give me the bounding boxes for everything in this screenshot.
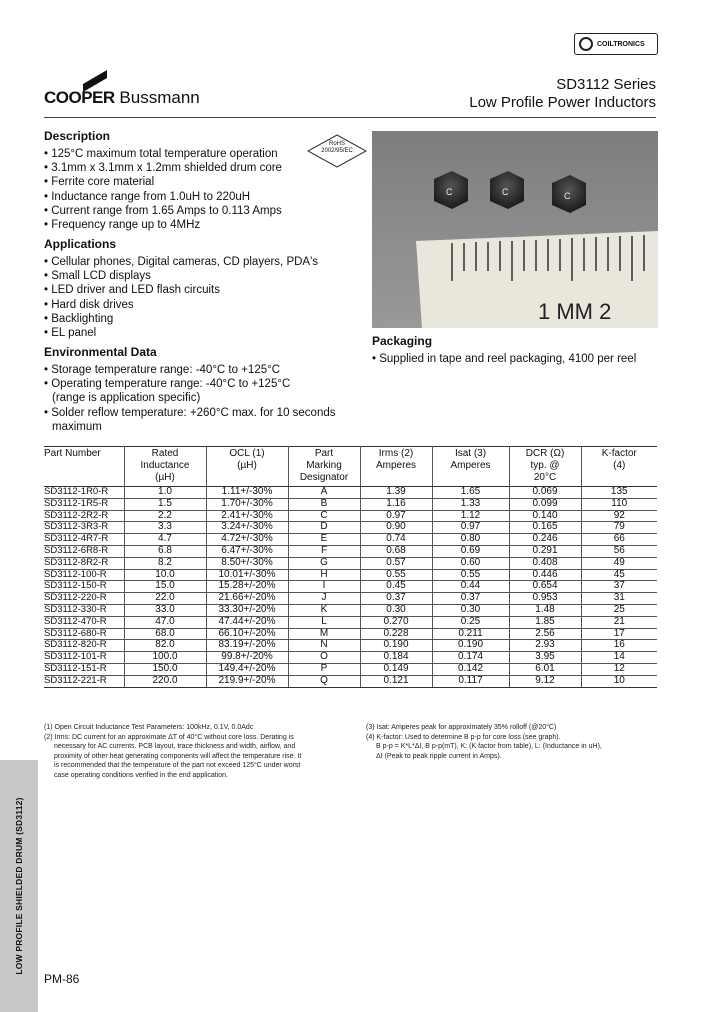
table-row (44, 616, 657, 628)
table-cell: 3.24+/-30% (206, 522, 288, 534)
table-cell: 1.5 (124, 498, 206, 510)
header-line: typ. @ (530, 460, 560, 471)
header-line: Amperes (375, 460, 416, 471)
table-cell: 0.446 (509, 569, 581, 581)
table-cell: 0.60 (432, 557, 509, 569)
header-line: Amperes (450, 460, 491, 471)
list-item: • Frequency range up to 4MHz (44, 218, 364, 232)
table-row (44, 593, 657, 605)
page-number: PM-86 (44, 972, 80, 986)
table-header-cell (44, 447, 124, 487)
table-row (44, 487, 657, 499)
table-cell: L (288, 616, 360, 628)
table-cell: 49 (581, 557, 657, 569)
table-cell: SD3112-4R7-R (44, 534, 124, 546)
inductor-1-icon (434, 171, 468, 209)
table-cell: 0.246 (509, 534, 581, 546)
table-header-cell (432, 447, 509, 487)
list-item-continuation: maximum (52, 420, 102, 433)
table-cell: 3.95 (509, 652, 581, 664)
table-row (44, 522, 657, 534)
table-cell: 0.25 (432, 616, 509, 628)
table-cell: 47.0 (124, 616, 206, 628)
table-row (44, 498, 657, 510)
note-line: (1) Open Circuit Inductance Test Parameters: 100kHz, 0.1V, 0.0Adc (44, 724, 254, 731)
table-cell: 1.48 (509, 604, 581, 616)
table-cell: G (288, 557, 360, 569)
table-cell: 0.069 (509, 487, 581, 499)
table-cell: SD3112-1R0-R (44, 487, 124, 499)
table-cell: 25 (581, 604, 657, 616)
table-cell: I (288, 581, 360, 593)
table-cell: 9.12 (509, 675, 581, 687)
brand-name (44, 89, 200, 107)
note-line: ΔI (Peak to peak ripple current in Amps). (376, 752, 502, 760)
header-line: K-factor (601, 448, 637, 459)
table-cell: 14 (581, 652, 657, 664)
table-row (44, 640, 657, 652)
table-cell: 68.0 (124, 628, 206, 640)
list-item-continuation: (range is application specific) (52, 392, 201, 405)
table-cell: 16 (581, 640, 657, 652)
table-cell: 79 (581, 522, 657, 534)
table-cell: F (288, 545, 360, 557)
table-row (44, 545, 657, 557)
table-cell: SD3112-1R5-R (44, 498, 124, 510)
list-item: • Storage temperature range: -40°C to +125°C (44, 363, 364, 377)
table-cell: 0.099 (509, 498, 581, 510)
svg-text:C: C (564, 191, 571, 201)
coiltronics-c-icon (579, 37, 593, 51)
table-cell: B (288, 498, 360, 510)
table-cell: 33.30+/-20% (206, 604, 288, 616)
table-cell: 1.0 (124, 487, 206, 499)
list-item: • Small LCD displays (44, 269, 364, 283)
rohs-line2: 2002/95/EC (321, 148, 353, 154)
table-cell: 0.190 (432, 640, 509, 652)
table-cell: 3.3 (124, 522, 206, 534)
table-cell: 0.165 (509, 522, 581, 534)
list-item: • Inductance range from 1.0uH to 220uH (44, 190, 364, 204)
table-row (44, 534, 657, 546)
product-subtitle: Low Profile Power Inductors (469, 94, 656, 111)
table-cell: 4.7 (124, 534, 206, 546)
note-line: (2) Irms: DC current for an approximate ΔT of 40°C without core loss. Derating is (44, 733, 294, 741)
table-cell: 0.37 (432, 593, 509, 605)
table-cell: 0.142 (432, 663, 509, 675)
table-cell: 21.66+/-20% (206, 593, 288, 605)
environmental-list (44, 363, 364, 434)
table-cell: 0.149 (360, 663, 432, 675)
table-cell: 0.90 (360, 522, 432, 534)
table-cell: H (288, 569, 360, 581)
list-item: • Ferrite core material (44, 175, 364, 189)
category-sidebar-label: LOW PROFILE SHIELDED DRUM (SD3112) (14, 797, 24, 975)
table-cell: 0.68 (360, 545, 432, 557)
list-item: • Backlighting (44, 312, 364, 326)
table-cell: 0.97 (360, 510, 432, 522)
table-row (44, 663, 657, 675)
table-cell: Q (288, 675, 360, 687)
table-cell: 66.10+/-20% (206, 628, 288, 640)
table-cell: 2.56 (509, 628, 581, 640)
table-cell: 0.55 (432, 569, 509, 581)
table-cell: K (288, 604, 360, 616)
table-cell: 0.211 (432, 628, 509, 640)
table-header-cell (509, 447, 581, 487)
description-section (44, 129, 364, 232)
table-cell: SD3112-820-R (44, 640, 124, 652)
table-cell: 83.19+/-20% (206, 640, 288, 652)
table-cell: 100.0 (124, 652, 206, 664)
table-cell: SD3112-101-R (44, 652, 124, 664)
table-cell: 22.0 (124, 593, 206, 605)
table-cell: 1.12 (432, 510, 509, 522)
table-cell: 0.654 (509, 581, 581, 593)
table-cell: 150.0 (124, 663, 206, 675)
table-cell: 12 (581, 663, 657, 675)
table-cell: 110 (581, 498, 657, 510)
table-cell: O (288, 652, 360, 664)
table-cell: 1.16 (360, 498, 432, 510)
packaging-list (372, 352, 662, 366)
table-header-cell (124, 447, 206, 487)
svg-text:C: C (446, 187, 453, 197)
list-item: • Supplied in tape and reel packaging, 4100 per reel (372, 352, 662, 366)
table-header-cell (206, 447, 288, 487)
applications-section (44, 237, 364, 340)
note-line: proximity of other heat generating components will affect the temperature rise. It (54, 752, 302, 760)
header-line: Designator (299, 472, 349, 483)
table-cell: 0.121 (360, 675, 432, 687)
applications-list (44, 255, 364, 340)
description-heading: Description (44, 129, 111, 143)
table-row (44, 628, 657, 640)
list-item: • EL panel (44, 326, 364, 340)
spec-table (44, 446, 657, 688)
table-cell: 0.174 (432, 652, 509, 664)
table-cell: 0.80 (432, 534, 509, 546)
table-cell: SD3112-680-R (44, 628, 124, 640)
environmental-section (44, 345, 364, 434)
header-line: Part Number (44, 448, 101, 459)
header-line: OCL (1) (229, 448, 265, 459)
note-line: B p-p = K*L*ΔI, B p-p(mT), K: (K factor from table), L: (Inductance in uH), (376, 743, 602, 750)
table-cell: 1.65 (432, 487, 509, 499)
table-cell: SD3112-3R3-R (44, 522, 124, 534)
table-cell: 56 (581, 545, 657, 557)
table-cell: 8.2 (124, 557, 206, 569)
table-body (44, 487, 657, 688)
brand-bold: COOPER (44, 88, 115, 107)
environmental-heading: Environmental Data (44, 345, 157, 359)
note-line: is recommended that the temperature of the part not exceed 125°C under worst (54, 762, 301, 769)
header-line: (µH) (237, 460, 257, 471)
table-cell: 0.37 (360, 593, 432, 605)
inductor-2-icon (490, 171, 524, 209)
brand-regular: Bussmann (119, 88, 200, 107)
table-cell: A (288, 487, 360, 499)
table-cell: 15.28+/-20% (206, 581, 288, 593)
table-cell: 0.74 (360, 534, 432, 546)
table-cell: SD3112-470-R (44, 616, 124, 628)
packaging-section (372, 334, 662, 366)
table-cell: 2.93 (509, 640, 581, 652)
header-line: (4) (613, 460, 626, 471)
table-cell: 10.0 (124, 569, 206, 581)
table-cell: 0.30 (432, 604, 509, 616)
table-cell: 0.408 (509, 557, 581, 569)
table-cell: 0.190 (360, 640, 432, 652)
table-cell: 0.140 (509, 510, 581, 522)
table-cell: 1.33 (432, 498, 509, 510)
table-cell: SD3112-330-R (44, 604, 124, 616)
table-cell: 0.270 (360, 616, 432, 628)
table-cell: 0.69 (432, 545, 509, 557)
notes-left (44, 723, 344, 780)
table-cell: 8.50+/-30% (206, 557, 288, 569)
table-cell: 31 (581, 593, 657, 605)
table-cell: 66 (581, 534, 657, 546)
header-line: (µH) (155, 472, 175, 483)
table-row (44, 675, 657, 687)
header-line: Marking (306, 460, 342, 471)
table-cell: 0.291 (509, 545, 581, 557)
table-header-cell (581, 447, 657, 487)
table-cell: 47.44+/-20% (206, 616, 288, 628)
coiltronics-label: COILTRONICS (597, 40, 645, 48)
table-cell: SD3112-150-R (44, 581, 124, 593)
table-cell: 17 (581, 628, 657, 640)
table-cell: 0.44 (432, 581, 509, 593)
table-cell: 0.55 (360, 569, 432, 581)
table-header-cell (360, 447, 432, 487)
table-header-cell (288, 447, 360, 487)
table-cell: 1.39 (360, 487, 432, 499)
table-cell: J (288, 593, 360, 605)
table-cell: 0.184 (360, 652, 432, 664)
table-cell: 0.97 (432, 522, 509, 534)
table-cell: SD3112-151-R (44, 663, 124, 675)
note-line: necessary for AC currents. PCB layout, trace thickness and width, airflow, and (54, 743, 296, 750)
table-cell: 6.01 (509, 663, 581, 675)
table-row (44, 652, 657, 664)
table-cell: 0.953 (509, 593, 581, 605)
note-line: (4) K-factor: Used to determine B p-p for core loss (see graph). (366, 733, 561, 741)
table-cell: D (288, 522, 360, 534)
notes-right (366, 723, 658, 761)
table-cell: P (288, 663, 360, 675)
description-list (44, 147, 364, 232)
table-row (44, 510, 657, 522)
note-line: case operating conditions verified in the end application. (54, 771, 228, 779)
applications-heading: Applications (44, 237, 117, 251)
rohs-line1: RoHS (328, 141, 345, 147)
table-cell: 21 (581, 616, 657, 628)
table-cell: SD3112-6R8-R (44, 545, 124, 557)
ruler-label: 1 MM 2 (538, 299, 612, 324)
header-line: Inductance (140, 460, 190, 471)
table-cell: 149.4+/-20% (206, 663, 288, 675)
series-title: SD3112 Series (556, 76, 656, 93)
table-row (44, 604, 657, 616)
table-cell: 99.8+/-20% (206, 652, 288, 664)
coiltronics-logo (574, 33, 658, 55)
table-cell: 220.0 (124, 675, 206, 687)
list-item: • Cellular phones, Digital cameras, CD players, PDA's (44, 255, 364, 269)
table-cell: SD3112-221-R (44, 675, 124, 687)
table-cell: 0.45 (360, 581, 432, 593)
header-line: Rated (151, 448, 179, 459)
table-cell: SD3112-8R2-R (44, 557, 124, 569)
table-cell: SD3112-220-R (44, 593, 124, 605)
table-cell: 0.57 (360, 557, 432, 569)
table-cell: M (288, 628, 360, 640)
table-cell: SD3112-100-R (44, 569, 124, 581)
list-item: • 125°C maximum total temperature operation (44, 147, 364, 161)
list-item: • Solder reflow temperature: +260°C max. for 10 seconds (44, 406, 364, 420)
table-header-row (44, 447, 657, 487)
list-item: • 3.1mm x 3.1mm x 1.2mm shielded drum core (44, 161, 364, 175)
table-cell: 92 (581, 510, 657, 522)
header-line: Part (314, 448, 334, 459)
table-cell: 37 (581, 581, 657, 593)
table-row (44, 581, 657, 593)
table-cell: N (288, 640, 360, 652)
svg-text:C: C (502, 187, 509, 197)
table-row (44, 569, 657, 581)
table-cell: 1.85 (509, 616, 581, 628)
inductor-photo-illustration (372, 131, 658, 328)
table-cell: 4.72+/-30% (206, 534, 288, 546)
table-row (44, 557, 657, 569)
table-cell: 6.8 (124, 545, 206, 557)
list-item: • Hard disk drives (44, 298, 364, 312)
table-cell: 0.117 (432, 675, 509, 687)
table-cell: 82.0 (124, 640, 206, 652)
table-cell: 10.01+/-30% (206, 569, 288, 581)
table-cell: 219.9+/-20% (206, 675, 288, 687)
table-cell: 33.0 (124, 604, 206, 616)
table-cell: 10 (581, 675, 657, 687)
packaging-heading: Packaging (372, 334, 433, 348)
table-cell: 1.70+/-30% (206, 498, 288, 510)
table-cell: 2.41+/-30% (206, 510, 288, 522)
table-cell: 2.2 (124, 510, 206, 522)
list-item: • LED driver and LED flash circuits (44, 283, 364, 297)
list-item: • Current range from 1.65 Amps to 0.113 Amps (44, 204, 364, 218)
table-cell: 0.30 (360, 604, 432, 616)
header-line: Irms (2) (378, 448, 414, 459)
table-cell: 45 (581, 569, 657, 581)
product-photo (372, 131, 658, 328)
inductor-3-icon (552, 175, 586, 213)
header-rule (44, 117, 656, 118)
header-line: DCR (Ω) (525, 448, 565, 459)
table-cell: SD3112-2R2-R (44, 510, 124, 522)
table-cell: 15.0 (124, 581, 206, 593)
table-cell: C (288, 510, 360, 522)
table-cell: 135 (581, 487, 657, 499)
table-cell: 6.47+/-30% (206, 545, 288, 557)
header-line: 20°C (533, 472, 557, 483)
list-item: • Operating temperature range: -40°C to +125°C (44, 377, 364, 391)
note-line: (3) Isat: Amperes peak for approximately 35% rolloff (@20°C) (366, 724, 557, 731)
header-line: Isat (3) (454, 448, 487, 459)
table-cell: 1.11+/-30% (206, 487, 288, 499)
table-cell: E (288, 534, 360, 546)
table-cell: 0.228 (360, 628, 432, 640)
